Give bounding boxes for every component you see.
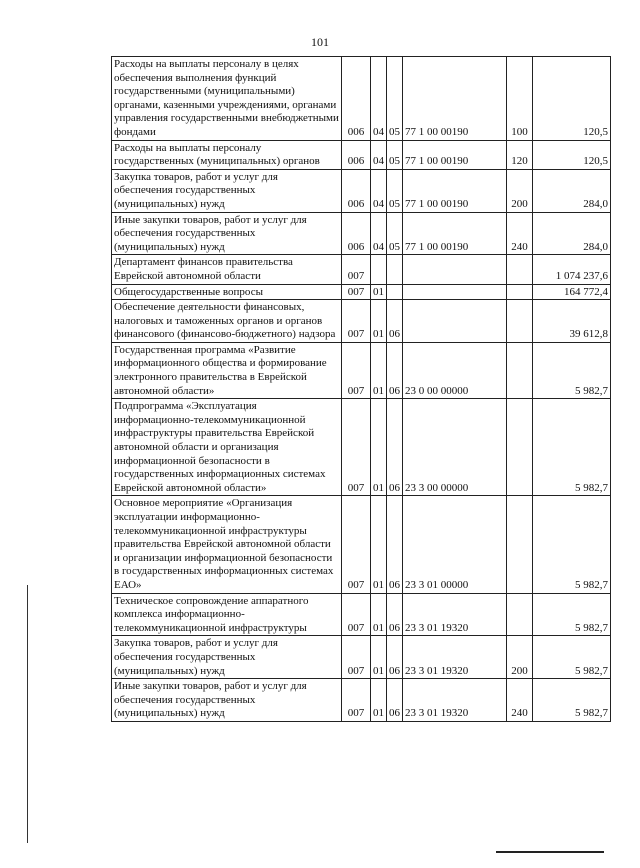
row-subsection-code: 06 xyxy=(387,399,403,496)
row-expense-type-code xyxy=(507,496,533,593)
row-target-code xyxy=(403,284,507,300)
budget-table xyxy=(111,56,611,722)
row-subsection-code: 06 xyxy=(387,679,403,722)
row-ved-code: 007 xyxy=(342,300,371,343)
row-ved-code: 007 xyxy=(342,636,371,679)
row-subsection-code: 06 xyxy=(387,300,403,343)
row-ved-code: 007 xyxy=(342,496,371,593)
row-ved-code: 007 xyxy=(342,342,371,398)
table-row xyxy=(112,284,611,300)
row-amount: 5 982,7 xyxy=(533,679,611,722)
table-row xyxy=(112,212,611,255)
row-section-code: 01 xyxy=(371,284,387,300)
row-amount: 164 772,4 xyxy=(533,284,611,300)
row-section-code: 01 xyxy=(371,496,387,593)
row-subsection-code: 06 xyxy=(387,636,403,679)
row-name: Обеспечение деятельности финансовых, налоговых и таможенных органов и органов финансового (финансово-бюджетного) надзора xyxy=(112,300,342,343)
margin-line xyxy=(27,585,28,843)
row-amount: 39 612,8 xyxy=(533,300,611,343)
table-row xyxy=(112,255,611,284)
row-ved-code: 006 xyxy=(342,212,371,255)
table-row xyxy=(112,496,611,593)
row-expense-type-code: 200 xyxy=(507,169,533,212)
table-row xyxy=(112,57,611,141)
row-name: Департамент финансов правительства Еврейской автономной области xyxy=(112,255,342,284)
row-target-code: 23 3 01 19320 xyxy=(403,593,507,636)
table-row xyxy=(112,593,611,636)
row-subsection-code: 05 xyxy=(387,212,403,255)
row-target-code: 23 0 00 00000 xyxy=(403,342,507,398)
row-target-code xyxy=(403,300,507,343)
row-expense-type-code xyxy=(507,255,533,284)
row-ved-code: 007 xyxy=(342,679,371,722)
row-ved-code: 007 xyxy=(342,593,371,636)
row-section-code xyxy=(371,255,387,284)
bottom-rule xyxy=(496,851,604,853)
row-amount: 120,5 xyxy=(533,57,611,141)
table-row xyxy=(112,169,611,212)
row-name: Расходы на выплаты персоналу в целях обеспечения выполнения функций государственными (муниципальными) органами, казенными учреждениями, органами управления государственными внебюджетными фондами xyxy=(112,57,342,141)
row-amount: 5 982,7 xyxy=(533,342,611,398)
row-ved-code: 006 xyxy=(342,140,371,169)
row-expense-type-code: 240 xyxy=(507,679,533,722)
table-row xyxy=(112,679,611,722)
row-target-code xyxy=(403,255,507,284)
row-amount: 5 982,7 xyxy=(533,593,611,636)
row-amount: 284,0 xyxy=(533,212,611,255)
row-target-code: 77 1 00 00190 xyxy=(403,140,507,169)
row-section-code: 04 xyxy=(371,212,387,255)
row-section-code: 01 xyxy=(371,593,387,636)
row-subsection-code: 05 xyxy=(387,57,403,141)
page-number: 101 xyxy=(311,35,329,49)
row-section-code: 04 xyxy=(371,140,387,169)
row-name: Закупка товаров, работ и услуг для обеспечения государственных (муниципальных) нужд xyxy=(112,636,342,679)
row-ved-code: 006 xyxy=(342,57,371,141)
row-name: Иные закупки товаров, работ и услуг для обеспечения государственных (муниципальных) нужд xyxy=(112,212,342,255)
row-expense-type-code xyxy=(507,399,533,496)
row-amount: 284,0 xyxy=(533,169,611,212)
row-expense-type-code: 120 xyxy=(507,140,533,169)
row-amount: 120,5 xyxy=(533,140,611,169)
row-ved-code: 007 xyxy=(342,255,371,284)
row-expense-type-code xyxy=(507,593,533,636)
row-subsection-code: 06 xyxy=(387,496,403,593)
table-row xyxy=(112,399,611,496)
row-subsection-code xyxy=(387,284,403,300)
row-subsection-code: 05 xyxy=(387,140,403,169)
row-amount: 5 982,7 xyxy=(533,399,611,496)
row-section-code: 01 xyxy=(371,300,387,343)
row-section-code: 04 xyxy=(371,169,387,212)
row-target-code: 77 1 00 00190 xyxy=(403,57,507,141)
row-name: Расходы на выплаты персоналу государственных (муниципальных) органов xyxy=(112,140,342,169)
row-section-code: 04 xyxy=(371,57,387,141)
row-ved-code: 007 xyxy=(342,284,371,300)
row-name: Основное мероприятие «Организация эксплуатации информационно-телекоммуникационной инфраструктуры правительства Еврейской автономной области и организации информационной безопасности в государственных информационных системах ЕАО» xyxy=(112,496,342,593)
row-name: Иные закупки товаров, работ и услуг для обеспечения государственных (муниципальных) нужд xyxy=(112,679,342,722)
row-name: Государственная программа «Развитие информационного общества и формирование электронного правительства в Еврейской автономной области» xyxy=(112,342,342,398)
row-ved-code: 007 xyxy=(342,399,371,496)
row-section-code: 01 xyxy=(371,636,387,679)
row-section-code: 01 xyxy=(371,679,387,722)
row-name: Подпрограмма «Эксплуатация информационно-телекоммуникационной инфраструктуры правительства Еврейской автономной области и организация информационной безопасности в государственных информационных системах Еврейской автономной области» xyxy=(112,399,342,496)
row-name: Общегосударственные вопросы xyxy=(112,284,342,300)
row-ved-code: 006 xyxy=(342,169,371,212)
row-target-code: 77 1 00 00190 xyxy=(403,169,507,212)
row-amount: 1 074 237,6 xyxy=(533,255,611,284)
row-expense-type-code: 240 xyxy=(507,212,533,255)
row-subsection-code: 05 xyxy=(387,169,403,212)
row-name: Закупка товаров, работ и услуг для обеспечения государственных (муниципальных) нужд xyxy=(112,169,342,212)
table-row xyxy=(112,300,611,343)
row-amount: 5 982,7 xyxy=(533,636,611,679)
row-subsection-code: 06 xyxy=(387,342,403,398)
row-subsection-code xyxy=(387,255,403,284)
row-expense-type-code xyxy=(507,300,533,343)
row-target-code: 23 3 01 00000 xyxy=(403,496,507,593)
row-expense-type-code xyxy=(507,284,533,300)
row-expense-type-code: 200 xyxy=(507,636,533,679)
row-subsection-code: 06 xyxy=(387,593,403,636)
row-section-code: 01 xyxy=(371,399,387,496)
row-expense-type-code xyxy=(507,342,533,398)
row-name: Техническое сопровождение аппаратного комплекса информационно-телекоммуникационной инфраструктуры xyxy=(112,593,342,636)
row-target-code: 77 1 00 00190 xyxy=(403,212,507,255)
row-target-code: 23 3 00 00000 xyxy=(403,399,507,496)
row-target-code: 23 3 01 19320 xyxy=(403,636,507,679)
table-row xyxy=(112,140,611,169)
row-section-code: 01 xyxy=(371,342,387,398)
table-row xyxy=(112,342,611,398)
table-row xyxy=(112,636,611,679)
row-expense-type-code: 100 xyxy=(507,57,533,141)
row-target-code: 23 3 01 19320 xyxy=(403,679,507,722)
row-amount: 5 982,7 xyxy=(533,496,611,593)
